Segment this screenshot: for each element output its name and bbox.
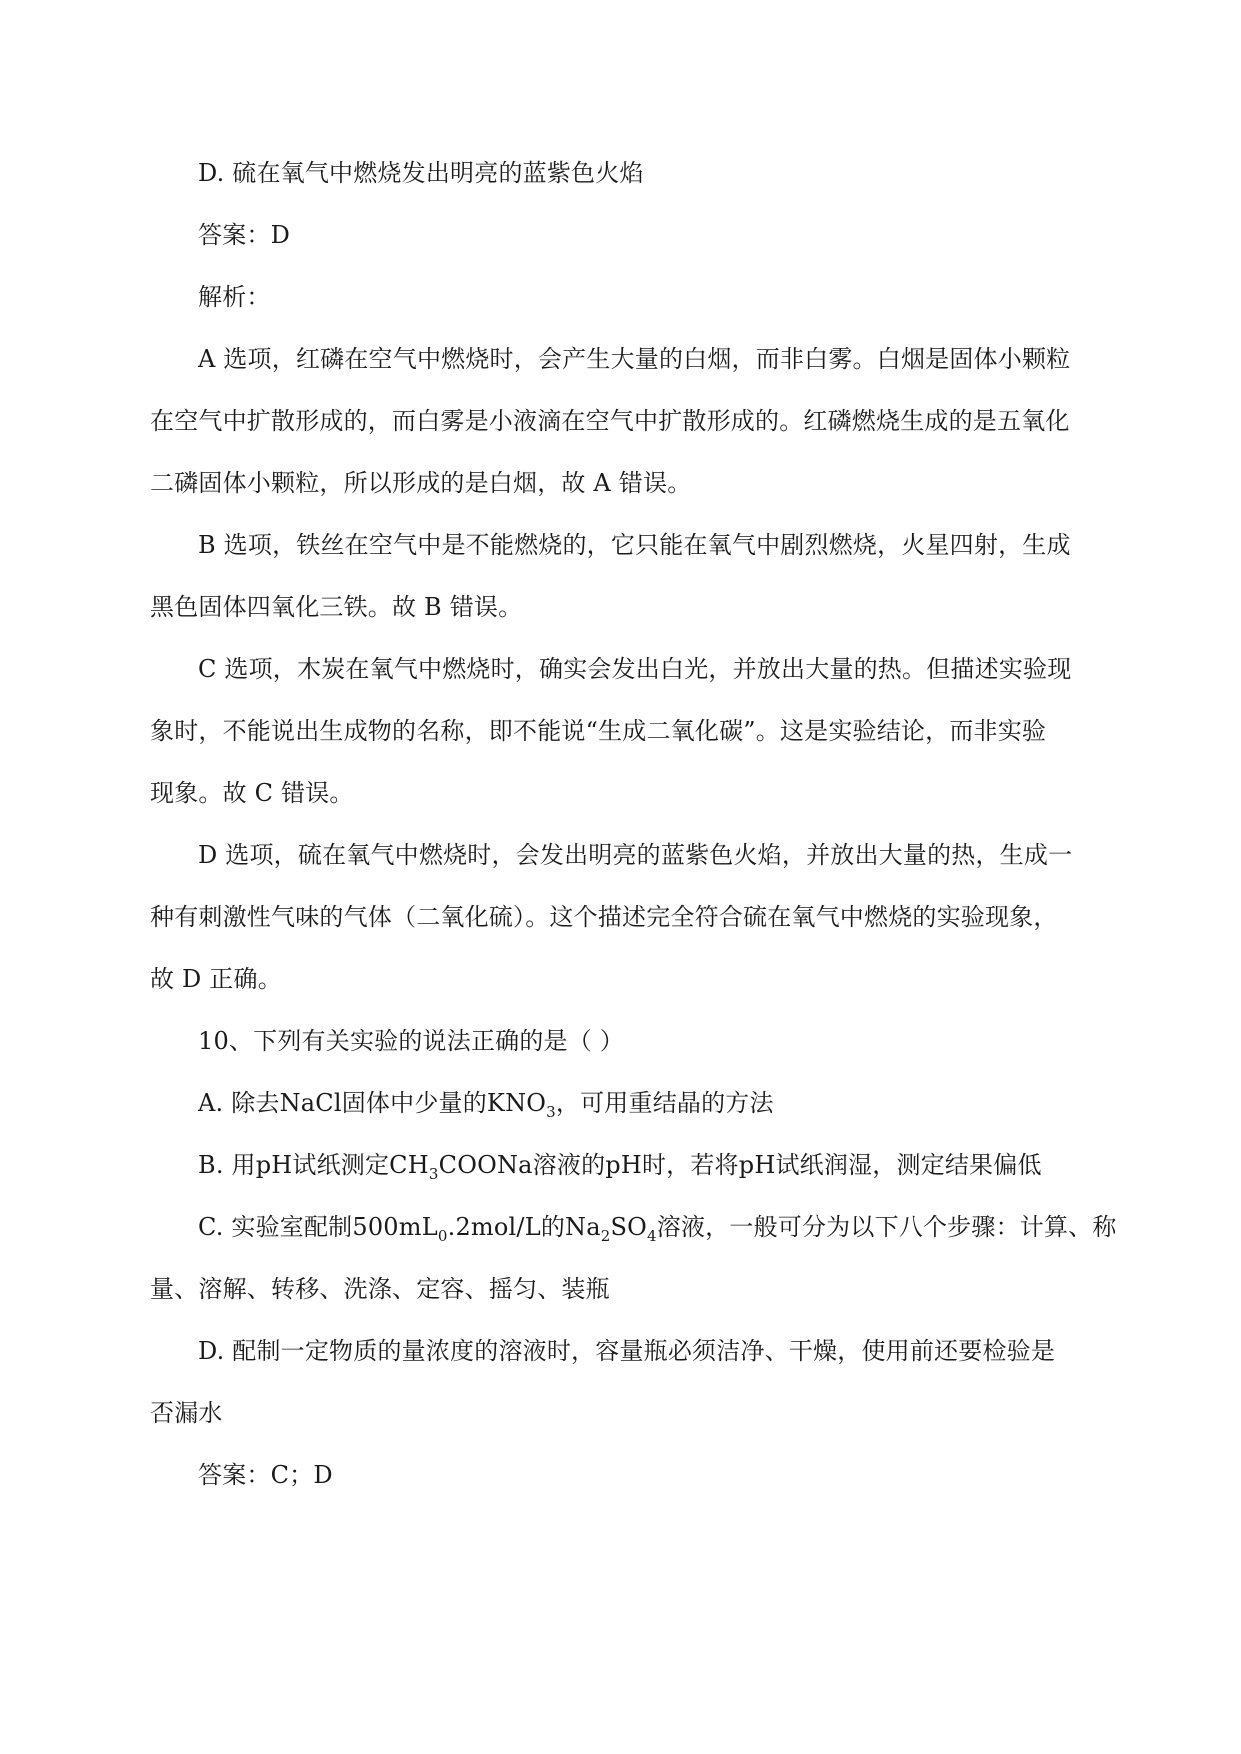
text-segment: A. 除去NaCl固体中少量的KNO — [198, 1089, 547, 1117]
q9-analysis-label: 解析： — [198, 283, 271, 311]
document-body — [150, 142, 1117, 1506]
q9-analysis-a — [150, 328, 1090, 514]
text-segment: COONa溶液的pH时，若将pH试纸润湿，测定结果偏低 — [438, 1151, 1042, 1179]
q10-option-a — [150, 1072, 1090, 1134]
paragraph-line: 种有刺激性气味的气体（二氧化硫）。这个描述完全符合硫在氧气中燃烧的实验现象， — [150, 903, 1058, 931]
paragraph-line: 黑色固体四氧化三铁。故 B 错误。 — [150, 593, 523, 621]
paragraph-line: B 选项，铁丝在空气中是不能燃烧的，它只能在氧气中剧烈燃烧，火星四射，生成 — [198, 531, 1071, 559]
text-segment: ，可用重结晶的方法 — [555, 1089, 774, 1117]
paragraph-line: 故 D 正确。 — [150, 965, 282, 993]
q9-analysis-b — [150, 514, 1090, 638]
text-segment: C. 实验室配制500mL — [198, 1213, 438, 1241]
q10-option-c — [150, 1196, 1117, 1320]
subscript: 4 — [647, 1227, 657, 1245]
paragraph-line — [150, 1196, 1117, 1258]
paragraph-line: 在空气中扩散形成的，而白雾是小液滴在空气中扩散形成的。红磷燃烧生成的是五氧化 — [150, 407, 1070, 435]
paragraph-line: 象时，不能说出生成物的名称，即不能说“生成二氧化碳”。这是实验结论，而非实验 — [150, 717, 1047, 745]
q10-stem: 10、下列有关实验的说法正确的是（ ） — [198, 1027, 624, 1055]
q10-option-d — [150, 1320, 1090, 1444]
paragraph-line: D 选项，硫在氧气中燃烧时，会发出明亮的蓝紫色火焰，并放出大量的热，生成一 — [198, 841, 1073, 869]
q10-option-b — [150, 1134, 1090, 1196]
paragraph-line: 否漏水 — [150, 1399, 223, 1427]
paragraph-line: A 选项，红磷在空气中燃烧时，会产生大量的白烟，而非白雾。白烟是固体小颗粒 — [198, 345, 1071, 373]
subscript: 3 — [546, 1103, 556, 1121]
text-segment: B. 用pH试纸测定CH — [198, 1151, 429, 1179]
subscript: 3 — [428, 1165, 439, 1183]
text-segment: SO — [610, 1213, 648, 1241]
paragraph-line: C 选项，木炭在氧气中燃烧时，确实会发出白光，并放出大量的热。但描述实验现 — [198, 655, 1072, 683]
q9-answer: 答案：D — [198, 221, 291, 249]
paragraph-line: 量、溶解、转移、洗涤、定容、摇匀、装瓶 — [150, 1275, 610, 1303]
subscript: 2 — [600, 1227, 611, 1245]
q9-analysis-d — [150, 824, 1090, 1010]
q10-answer: 答案：C；D — [198, 1461, 333, 1489]
subscript: 0 — [437, 1227, 448, 1245]
paragraph-line: 二磷固体小颗粒，所以形成的是白烟，故 A 错误。 — [150, 469, 692, 497]
paragraph-line: 现象。故 C 错误。 — [150, 779, 354, 807]
paragraph-line: D. 配制一定物质的量浓度的溶液时，容量瓶必须洁净、干燥，使用前还要检验是 — [198, 1337, 1056, 1365]
q9-option-d: D. 硫在氧气中燃烧发出明亮的蓝紫色火焰 — [198, 159, 644, 187]
text-segment: .2mol/L的Na — [447, 1213, 601, 1241]
text-segment: 溶液，一般可分为以下八个步骤：计算、称 — [656, 1213, 1117, 1241]
q9-analysis-c — [150, 638, 1090, 824]
